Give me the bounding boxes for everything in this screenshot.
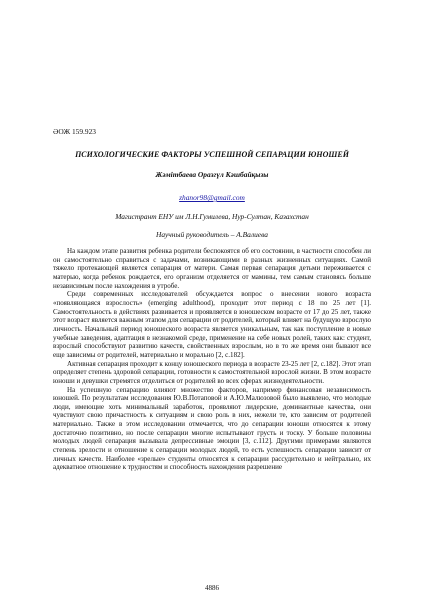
scientific-supervisor: Научный руководитель – А.Валиева — [156, 230, 268, 239]
paper-title: ПСИХОЛОГИЧЕСКИЕ ФАКТОРЫ УСПЕШНОЙ СЕПАРАЦИИ ЮНОШЕЙ — [75, 150, 349, 159]
body-paragraph: На успешную сепарацию влияют множество факторов, например финансовая независимость юношей. По результатам исследования Ю.В.Потаповой и А.Ю.Малюзовой было выявлено, что молодые люди, имеющие хоть минимальный заработок, проявляют лидерские, доминантные качества, они чувствуют свою причастность к ситуациям и свою роль в них, нежели те, кто зависим от родителей материально. Также в этом исследовании отмечается, что до сепарации юноши относятся к этому достаточно позитивно, но после сепарации многие испытывают грусть и тоску. У больше половины молодых людей сепарация вызывала депрессивные эмоции [3, с.112]. Другими примерами являются степень зрелости и отношение к сепарации молодых людей, то есть успешность сепарации зависит от личных качеств. Наиболее «зрелые» студенты относятся к сепарации рассудительно и нейтрально, их адекватное отношение к трудностям и способность нахождения разрешение — [53, 385, 371, 472]
body-paragraph: Среди современных исследователей обсуждается вопрос о внесении нового возраста «появляющаяся взрослость» (emerging adulthood), проходит этот период с 18 по 25 лет [1]. Самостоятельность в действиях развивается и проявляется в юношеском возрасте от 17 до 25 лет, также этот возраст является важным этапом для сепарации от родителей, который влияет на будущую взрослую личность. Начальный период юношеского возраста является уникальным, так как поступление в новые учебные заведения, адаптация в незнакомой среде, применение на себе новых ролей, таких как: студент, взрослый способствуют развитию качеств, свойственных взрослым, но в то же время они бывают все еще зависимы от родителей, материально и морально [2, с.182]. — [53, 290, 371, 359]
author-affiliation: Магистрант ЕНУ им Л.Н.Гумилева, Нур-Султан, Казахстан — [115, 212, 309, 221]
body-paragraph: На каждом этапе развития ребенка родители беспокоятся об его состоянии, в частности способен ли он самостоятельно справиться с задачами, возникающими в разных жизненных ситуациях. Самой тяжело протекающей является сепарация от матери. Самая первая сепарация детьми переживается с матерью, когда ребенок рождается, его организм отделяется от мамины, тем самым становясь больше независимым после нахождения в утробе. — [53, 247, 371, 290]
author-email-link[interactable]: zhanor98@gmail.com — [179, 193, 245, 202]
paper-body — [53, 247, 371, 472]
udk-code: ӘОЖ 159.923 — [53, 127, 96, 136]
body-paragraph: Активная сепарация проходит к концу юношеского периода в возрасте 23-25 лет [2, с.182]. Этот этап определяет степень здоровой сепарации, готовности к самостоятельной взрослой жизни. В этом возрасте юноши и девушки стремятся отделиться от родителей во всех сферах жизнедеятельности. — [53, 359, 371, 385]
page-number: 4886 — [205, 584, 219, 592]
author-name: Жәмітбаева Оразгүл Кәшбайқызы — [155, 170, 269, 179]
